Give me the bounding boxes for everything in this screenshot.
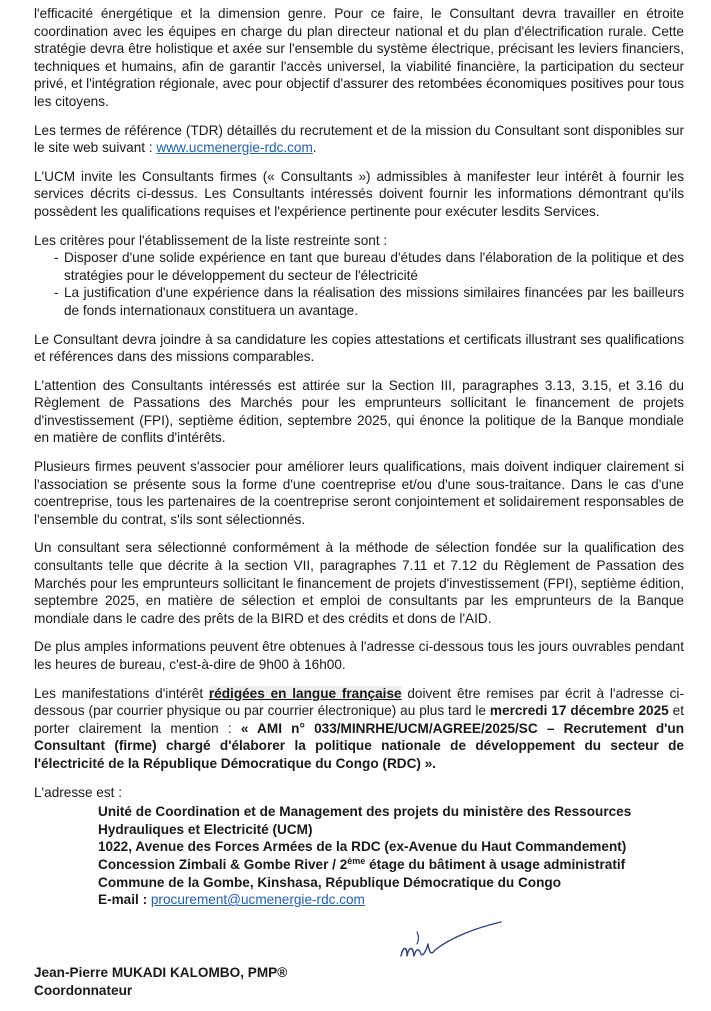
email-label: E-mail : bbox=[98, 892, 151, 908]
address-line-building bbox=[98, 856, 684, 874]
document-body bbox=[34, 5, 684, 909]
criteria-list bbox=[34, 249, 684, 319]
address-line-commune: Commune de la Gombe, Kinshasa, République Démocratique du Congo bbox=[98, 874, 561, 890]
paragraph-strategy: l'efficacité énergétique et la dimension genre. Pour ce faire, le Consultant devra travailler en étroite coordination avec les équipes en charge du plan directeur national et du plan d'électrification rurale. Cette stratégie devra être holistique et axée sur l'ensemble du système électrique, précisant les leviers financiers, techniques et humains, afin de garantir l'accès universel, la viabilité financière, la participation du secteur privé, et l'intégration régionale, avec pour objectif d'assurer des retombées économiques positives pour tous les citoyens. bbox=[34, 6, 684, 109]
address-block bbox=[98, 803, 684, 909]
criteria-item: - Disposer d'une solide expérience en tant que bureau d'études dans l'élaboration de la politique et des stratégies pour le développement du secteur de l'électricité bbox=[34, 249, 684, 284]
paragraph-criteria-intro: Les critères pour l'établissement de la liste restreinte sont : bbox=[34, 232, 388, 248]
building-text-b: étage du bâtiment à usage administratif bbox=[365, 856, 626, 872]
paragraph-association: Plusieurs firmes peuvent s'associer pour améliorer leurs qualifications, mais doivent indiquer clairement si l'association se présente sous la forme d'une coentreprise et/ou d'une sous-traitance. Dans le cas d'une coentreprise, tous les partenaires de la coentreprise seront conjointement et solidairement responsables de l'ensemble du contrat, s'ils sont sélectionnés. bbox=[34, 459, 684, 527]
paragraph-submission bbox=[34, 685, 684, 773]
paragraph-attachments: Le Consultant devra joindre à sa candidature les copies attestations et certificats illustrant ses qualifications et références dans des missions comparables. bbox=[34, 331, 684, 365]
language-requirement: rédigées en langue française bbox=[208, 685, 402, 701]
signatory-block bbox=[34, 964, 287, 1000]
email-link[interactable]: procurement@ucmenergie-rdc.com bbox=[150, 892, 365, 908]
paragraph-information: De plus amples informations peuvent être obtenues à l'adresse ci-dessous tous les jours ouvrables pendant les heures de bureau, c'est-à-dire de 9h00 à 16h00. bbox=[34, 639, 684, 672]
tdr-end: . bbox=[312, 140, 317, 156]
website-link[interactable]: www.ucmenergie-rdc.com bbox=[156, 140, 313, 156]
submission-text-a: Les manifestations d'intérêt bbox=[34, 685, 209, 701]
submission-text-b: doivent être remises par écrit à l'adresse ci-dessous (par courrier physique ou par courrier électronique) au plus tard le bbox=[34, 685, 684, 719]
criteria-item: - La justification d'une expérience dans la réalisation des missions similaires financées par les bailleurs de fonds internationaux constituera un avantage. bbox=[34, 284, 684, 319]
paragraph-selection-method: Un consultant sera sélectionné conformément à la méthode de sélection fondée sur la qualification des consultants telle que décrite à la section VII, paragraphes 7.11 et 7.12 du Règlement de Passation des Marchés pour les emprunteurs sollicitant le financement de projets d'investissement (FPI), septième édition, septembre 2025, en matière de sélection et emploi de consultants par les emprunteurs de la Banque mondiale dans le cadre des prêts de la BIRD et des crédits et dons de l'AID. bbox=[34, 540, 684, 626]
paragraph-conflicts: L'attention des Consultants intéressés est attirée sur la Section III, paragraphes 3.13, 3.15, et 3.16 du Règlement de Passations des Marchés pour les emprunteurs sollicitant le financement de projets d'investissement (FPI), septième édition, septembre 2025, qui énonce la politique de la Banque mondiale en matière de conflits d'intérêts. bbox=[34, 377, 684, 446]
building-text-a: Concession Zimbali & Gombe River / 2 bbox=[98, 856, 348, 872]
address-line-email bbox=[98, 891, 684, 909]
paragraph-address-intro: L'adresse est : bbox=[34, 784, 122, 800]
tdr-text: Les termes de référence (TDR) détaillés du recrutement et de la mission du Consultant sont disponibles sur le site web suivant : bbox=[34, 122, 684, 156]
paragraph-tdr bbox=[34, 122, 684, 157]
deadline-date: mercredi 17 décembre 2025 bbox=[489, 703, 669, 719]
signatory-title: Coordonnateur bbox=[34, 983, 133, 998]
signature-image bbox=[395, 918, 505, 968]
paragraph-invitation: L'UCM invite les Consultants firmes (« Consultants ») admissibles à manifester leur intérêt à fournir les services décrits ci-dessus. Les Consultants intéressés doivent fournir les informations démontrant qu'ils possèdent les qualifications requises et l'expérience pertinente pour exécuter lesdits Services. bbox=[34, 168, 684, 219]
ordinal-suffix: ème bbox=[347, 855, 366, 866]
signatory-name: Jean-Pierre MUKADI KALOMBO, PMP® bbox=[34, 965, 288, 980]
submission-text-c: et porter clairement la mention : bbox=[34, 703, 684, 736]
address-line-street: 1022, Avenue des Forces Armées de la RDC (ex-Avenue du Haut Commandement) bbox=[98, 839, 627, 855]
ami-mention: « AMI n° 033/MINRHE/UCM/AGREE/2025/SC – Recrutement d'un Consultant (firme) chargé d'élaborer la politique nationale de développement du secteur de l'électricité de la République Démocratique du Congo (RDC) ». bbox=[34, 720, 685, 771]
address-line-organization: Unité de Coordination et de Management des projets du ministère des Ressources Hydrauliques et Electricité (UCM) bbox=[98, 804, 632, 837]
